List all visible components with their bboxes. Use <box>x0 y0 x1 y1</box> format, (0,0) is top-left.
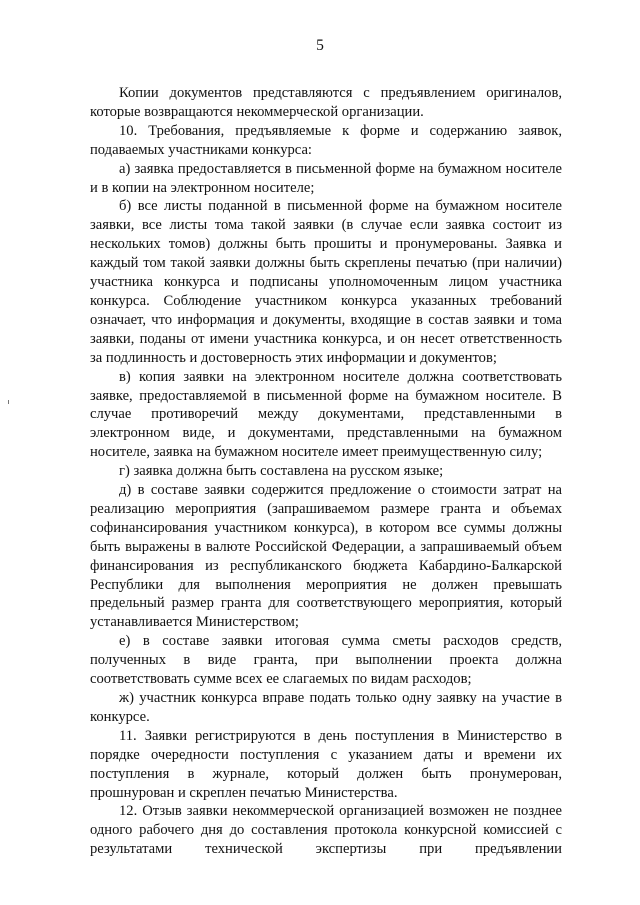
paragraph-10-a: а) заявка предоставляется в письменной форме на бумажном носителе и в копии на электронном носителе; <box>90 160 562 196</box>
paragraph-10-d: д) в составе заявки содержится предложение о стоимости затрат на реализацию мероприятия (запрашиваемом размере гранта и объемах софинансирования участником конкурса), в котором все суммы должны быть выражены в валюте Российской Федерации, а запрашиваемый объем финансирования из республиканского бюджета Кабардино-Балкарской Республики для выполнения мероприятия не должен превышать предельный размер гранта для соответствующего мероприятия, который устанавливается Министерством; <box>90 482 562 631</box>
margin-scan-mark <box>8 400 9 404</box>
paragraph-originals: Копии документов представляются с предъявлением оригиналов, которые возвращаются некоммерческой организации. <box>90 85 562 120</box>
paragraph-10-requirements: 10. Требования, предъявляемые к форме и содержанию заявок, подаваемых участниками конкурса: <box>90 122 562 158</box>
page-number: 5 <box>316 37 324 54</box>
paragraph-10-v: в) копия заявки на электронном носителе должна соответствовать заявке, предоставляемой в письменной форме на бумажном носителе. В случае противоречий между документами, представленными в электронном виде, и документами, представленными на бумажном носителе, заявка на бумажном носителе имеет преимущественную силу; <box>90 368 562 461</box>
paragraph-10-e: е) в составе заявки итоговая сумма сметы расходов средств, полученных в виде гранта, при выполнении проекта должна соответствовать сумме всех ее слагаемых по видам расходов; <box>90 633 562 688</box>
paragraph-11-registration: 11. Заявки регистрируются в день поступления в Министерство в порядке очередности поступления с указанием даты и времени их поступления в журнале, который должен быть пронумерован, прошнурован и скреплен печатью Министерства. <box>90 727 562 801</box>
paragraph-12-withdrawal: 12. Отзыв заявки некоммерческой организацией возможен не позднее одного рабочего дня до составления протокола конкурсной комиссией с результатами технической экспертизы при предъявлении <box>90 803 562 858</box>
paragraph-10-g: г) заявка должна быть составлена на русском языке; <box>119 463 444 480</box>
paragraph-10-zh: ж) участник конкурса вправе подать только одну заявку на участие в конкурсе. <box>90 690 562 725</box>
paragraph-10-b: б) все листы поданной в письменной форме на бумажном носителе заявки, все листы тома такой заявки (в случае если заявка состоит из нескольких томов) должны быть прошиты и пронумерованы. Заявка и каждый том такой заявки должны быть скреплены печатью (при наличии) участника конкурса и подписаны уполномоченным лицом участника конкурса. Соблюдение участником конкурса указанных требований означает, что информация и документы, входящие в состав заявки и тома заявки, поданы от имени участника конкурса, и он несет ответственность за подлинность и достоверность этих информации и документов; <box>90 198 562 366</box>
document-body <box>90 84 562 859</box>
